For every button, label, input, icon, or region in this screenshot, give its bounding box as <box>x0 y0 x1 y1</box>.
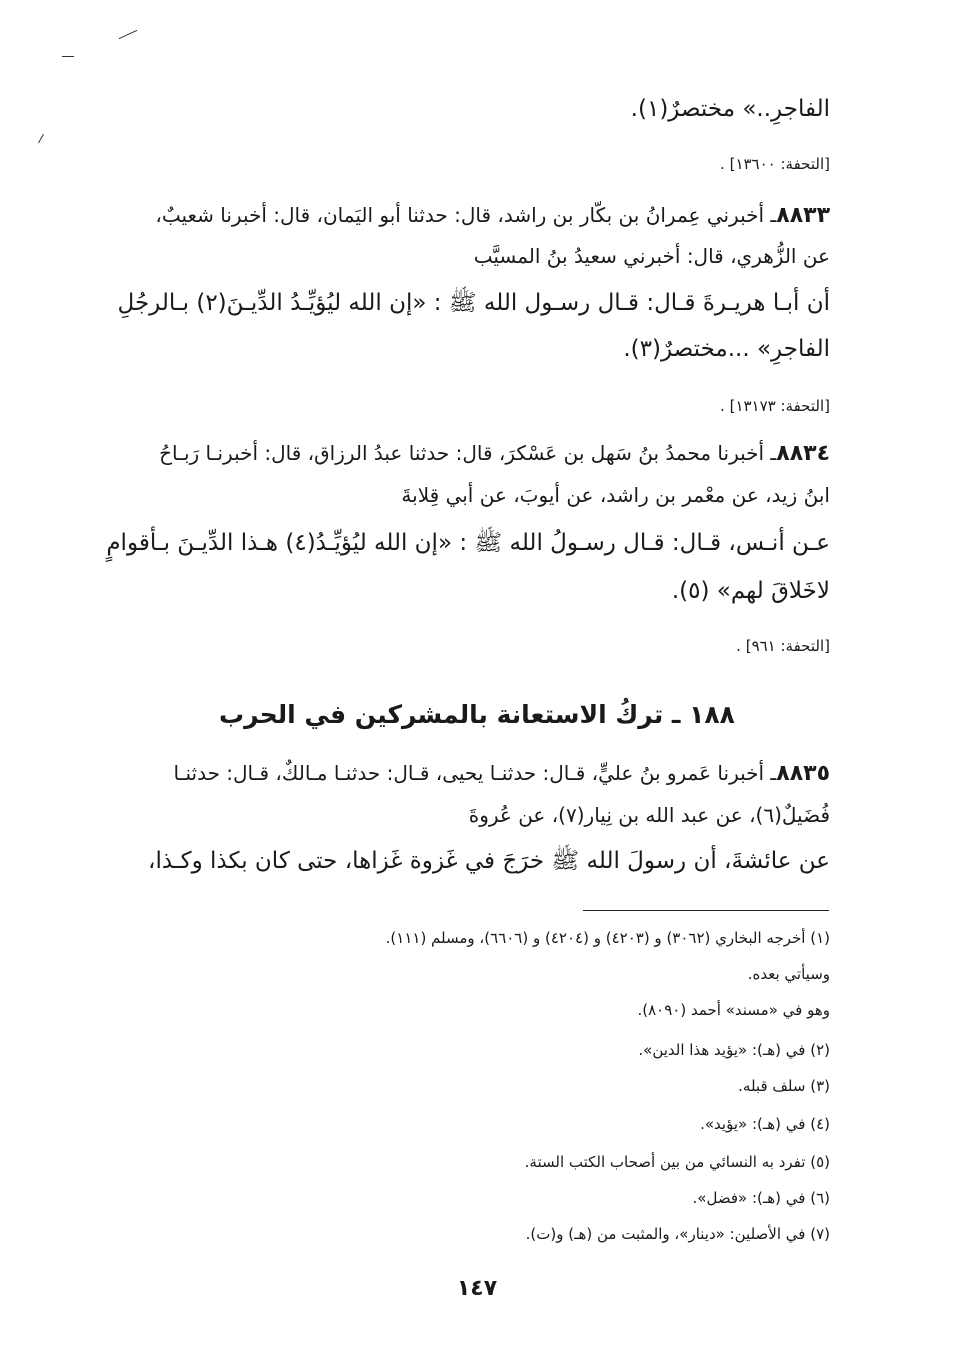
footnote: (٢) في (هـ): «يؤيد هذا الدين». <box>638 1041 830 1059</box>
footnote: وسيأتي بعده. <box>747 965 830 983</box>
scan-mark <box>119 30 138 39</box>
tuhfa-reference: [التحفة: ٩٦١] . <box>736 637 830 655</box>
tuhfa-reference: [التحفة: ١٣١٧٣] . <box>720 397 830 415</box>
footnote: (٣) سلف قبله. <box>738 1077 830 1095</box>
hadith-8833-matn-line: أن أبـا هريـرةَ قـال: قـال رسـول الله ﷺ : «إن الله ليُؤيِّـدُ الدِّيـنَ(٢) بـالرجُلِ <box>117 290 830 316</box>
footnote: (١) أخرجه البخاري (٣٠٦٢) و (٤٢٠٣) و (٤٢٠٤) و (٦٦٠٦)، ومسلم (١١١). <box>385 929 830 947</box>
continued-text-line: الفاجرِ..» مختصرٌ(١). <box>630 96 830 122</box>
hadith-8834-isnad-line <box>126 438 830 469</box>
chapter-title: ١٨٨ ـ تركُ الاستعانة بالمشركين في الحرب <box>219 700 735 729</box>
hadith-8834-isnad-line: ابنُ زيد، عن معْمر بن راشد، عن أيوبَ، عن أبي قِلابةَ <box>401 483 830 507</box>
scan-mark <box>62 56 74 57</box>
footnote: (٥) تفرد به النسائي من بين أصحاب الكتب الستة. <box>524 1153 830 1171</box>
hadith-8834-matn-line: عـن أنـس، قـال: قـال رسـولُ الله ﷺ : «إن الله ليُؤيِّـدُ(٤) هـذا الدِّيـنَ بـأقوامٍ <box>106 530 830 556</box>
page-number: ١٤٧ <box>456 1276 498 1301</box>
hadith-8833-isnad-line <box>126 200 830 231</box>
hadith-number: ٨٨٣٣ <box>776 203 830 228</box>
hadith-8834-matn-line: لاخَلاقَ لهم» (٥). <box>671 578 830 604</box>
footnote: (٧) في الأصلين: «دينار»، والمثبت من (هـ) و(ت). <box>525 1225 830 1243</box>
hadith-8835-isnad-line: فُضَيلٌ(٦)، عن عبد الله بن نِيار(٧)، عن عُروةَ <box>468 803 830 827</box>
footnote: (٦) في (هـ): «فضل». <box>692 1189 830 1207</box>
hadith-8835-matn-line: عن عائشةَ، أن رسولَ الله ﷺ خرَجَ في غَزوة غَزاها، حتى كان بكذا وكـذا، <box>148 848 830 874</box>
hadith-number: ٨٨٣٥ <box>776 761 830 786</box>
hadith-number: ٨٨٣٤ <box>776 441 830 466</box>
hadith-text: ـ أخبرنا محمدُ بنُ سَهل بن عَسْكرَ، قال: حدثنا عبدُ الرزاق، قال: أخبرنـا رَبـاحُ <box>159 441 777 465</box>
footnote: (٤) في (هـ): «يؤيد». <box>700 1115 830 1133</box>
footnote: وهو في «مسند» أحمد (٨٠٩٠). <box>637 1001 830 1019</box>
footnote-separator <box>583 910 829 911</box>
hadith-8835-isnad-line <box>126 758 830 789</box>
tuhfa-reference: [التحفة: ١٣٦٠٠] . <box>720 155 830 173</box>
hadith-8833-matn-line: الفاجرِ» ...مختصرٌ(٣). <box>623 336 830 362</box>
scan-mark <box>38 134 44 143</box>
hadith-8833-isnad-line: عن الزُّهري، قال: أخبرني سعيدُ بنُ المسيَّب <box>473 244 830 268</box>
hadith-text: ـ أخبرني عِمرانُ بن بكّار بن راشد، قال: حدثنا أبو اليَمان، قال: أخبرنا شعيبٌ، <box>155 203 777 227</box>
hadith-text: ـ أخبرنا عَمرو بنُ عليٍّ، قـال: حدثنـا يحيى، قـال: حدثنـا مـالكٌ، قـال: حدثنـا <box>173 761 777 785</box>
